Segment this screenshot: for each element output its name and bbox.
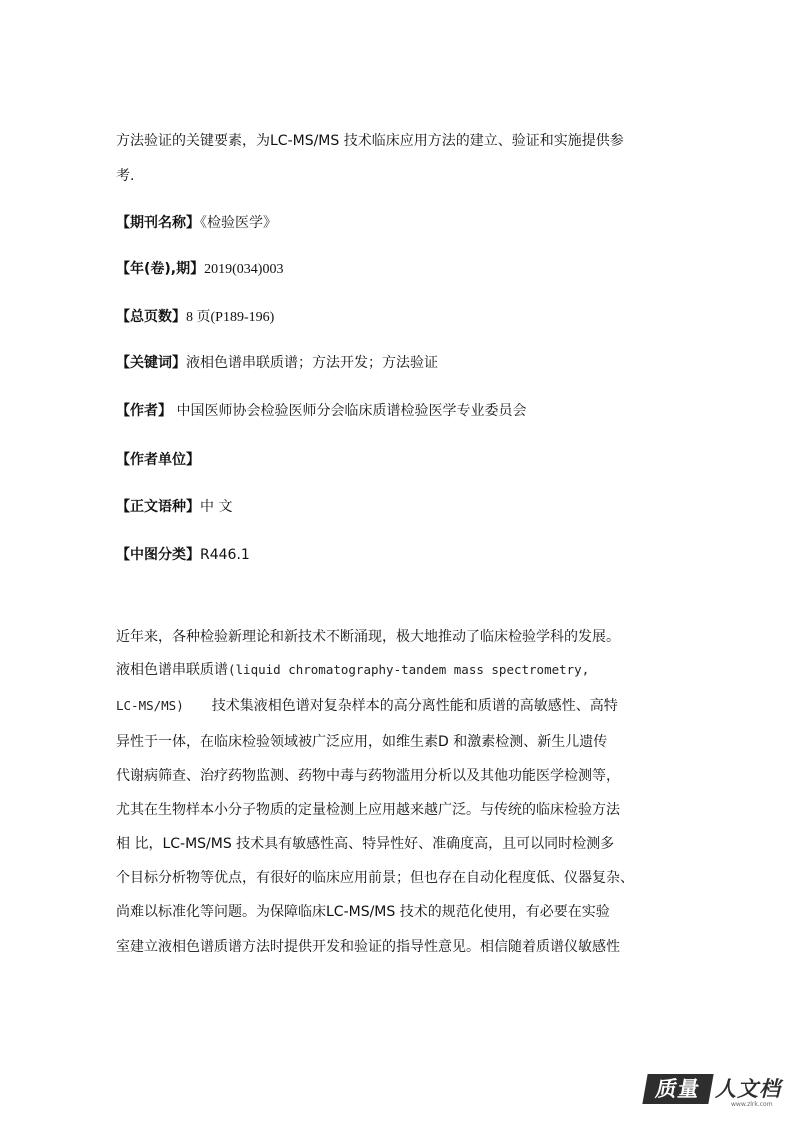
watermark-text: 人文档 — [715, 1077, 781, 1101]
pages-label: 【总页数】 — [116, 309, 186, 325]
watermark-logo — [645, 1072, 781, 1108]
year-value: 2019(034)003 — [204, 262, 284, 277]
body-line-6: 尤其在生物样本小分子物质的定量检测上应用越来越广泛。与传统的临床检验方法 — [116, 802, 620, 818]
author-label: 【作者】 — [116, 403, 172, 419]
keywords-label: 【关键词】 — [116, 355, 186, 371]
pages-value: 8 页(P189-196) — [186, 310, 275, 325]
keywords-value: 液相色谱串联质谱；方法开发；方法验证 — [186, 355, 438, 371]
year-row — [116, 259, 283, 280]
keywords-row — [116, 353, 438, 373]
author-row — [116, 401, 526, 421]
body-line-8: 个目标分析物等优点，有很好的临床应用前景；但也存在自动化程度低、仪器复杂、 — [116, 870, 634, 886]
body-line-5: 代谢病筛查、治疗药物监测、药物中毒与药物滥用分析以及其他功能医学检测等， — [116, 768, 620, 784]
language-row — [116, 497, 232, 517]
body-line-10: 室建立液相色谱质谱方法时提供开发和验证的指导性意见。相信随着质谱仪敏感性 — [116, 939, 620, 955]
body-line-3-en: LC-MS/MS) — [116, 698, 184, 713]
body-line-3-cn: 技术集液相色谱对复杂样本的高分离性能和质谱的高敏感性、高特 — [211, 698, 618, 714]
body-line-7: 相 比，LC-MS/MS 技术具有敏感性高、特异性好、准确度高，且可以同时检测多 — [116, 836, 615, 852]
watermark-url: www.zlrk.com — [731, 1101, 773, 1108]
author-value: 中国医师协会检验医师分会临床质谱检验医学专业委员会 — [176, 403, 527, 419]
class-label: 【中图分类】 — [116, 547, 200, 563]
body-line-9: 尚难以标准化等问题。为保障临床LC-MS/MS 技术的规范化使用，有必要在实验 — [116, 904, 610, 920]
body-line-1: 近年来，各种检验新理论和新技术不断涌现，极大地推动了临床检验学科的发展。 — [116, 629, 620, 645]
class-value: R446.1 — [200, 547, 250, 563]
body-line-2 — [116, 660, 589, 680]
journal-label: 【期刊名称】 — [116, 215, 200, 231]
body-line-2-en: (liquid chromatography-tandem mass spectrometry, — [228, 662, 590, 677]
intro-line-2: 考. — [116, 168, 135, 184]
watermark-box-text: 质量 — [642, 1074, 713, 1104]
language-value: 中 文 — [200, 499, 233, 515]
unit-label: 【作者单位】 — [116, 452, 200, 468]
class-row — [116, 545, 250, 565]
language-label: 【正文语种】 — [116, 499, 200, 515]
journal-row — [116, 213, 277, 233]
pages-row — [116, 307, 274, 328]
unit-row — [116, 450, 200, 470]
intro-line-1: 方法验证的关键要素，为LC-MS/MS 技术临床应用方法的建立、验证和实施提供参 — [116, 133, 624, 149]
body-line-2-cn: 液相色谱串联质谱 — [116, 662, 228, 678]
body-line-3 — [116, 696, 618, 716]
body-line-4: 异性于一体，在临床检验领域被广泛应用，如维生素D 和激素检测、新生儿遗传 — [116, 734, 608, 750]
journal-value: 《检验医学》 — [200, 215, 277, 231]
year-label: 【年(卷),期】 — [116, 261, 205, 277]
